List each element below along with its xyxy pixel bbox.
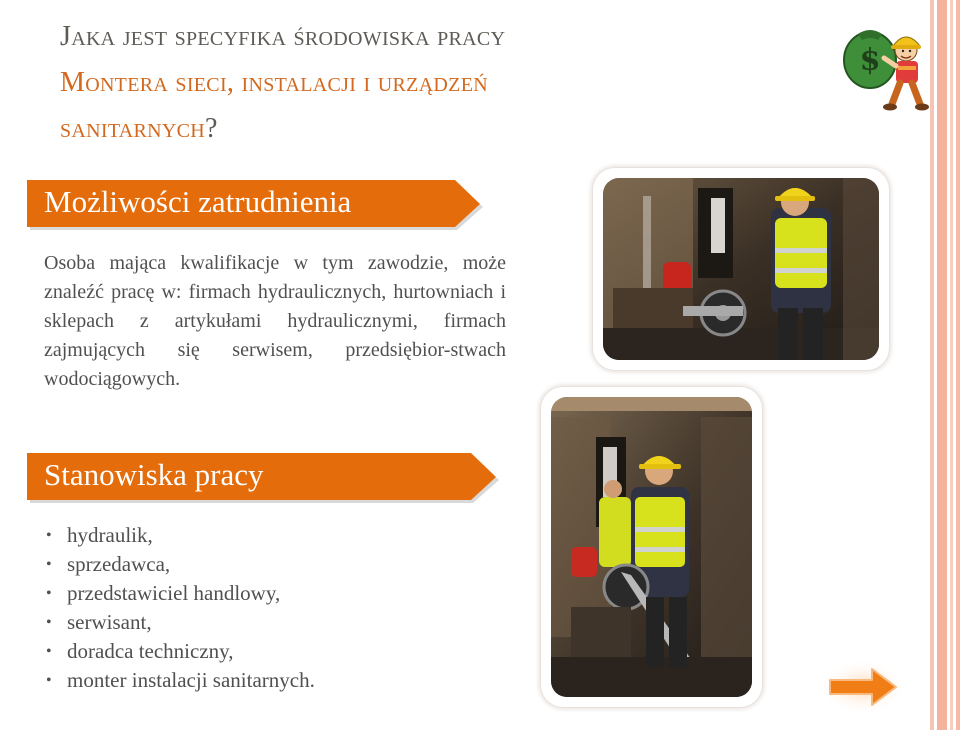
list-item-text: hydraulik, xyxy=(67,523,153,547)
title-line-3: sanitarnych xyxy=(60,113,206,144)
photo-image xyxy=(603,178,879,360)
plumbers-working-photo xyxy=(541,387,762,707)
list-item-text: przedstawiciel handlowy, xyxy=(67,581,281,605)
next-slide-button[interactable] xyxy=(822,660,904,715)
decorative-stripe xyxy=(950,0,953,730)
svg-text:$: $ xyxy=(859,43,881,78)
bullet: • xyxy=(46,585,52,602)
list-item-text: doradca techniczny, xyxy=(67,639,234,663)
list-item-text: sprzedawca, xyxy=(67,552,171,576)
list-item xyxy=(44,521,315,550)
bullet: • xyxy=(46,527,52,544)
positions-list xyxy=(44,521,315,695)
decorative-stripe xyxy=(937,0,947,730)
positions-heading-text: Stanowiska pracy xyxy=(44,457,264,492)
list-item xyxy=(44,666,315,695)
bullet: • xyxy=(46,643,52,660)
list-item xyxy=(44,579,315,608)
decorative-stripe xyxy=(956,0,960,730)
list-item-text: monter instalacji sanitarnych. xyxy=(67,668,315,692)
plumber-cutting-pipe-photo xyxy=(593,168,889,370)
employment-section-heading xyxy=(27,180,485,230)
title-question-mark: ? xyxy=(205,113,218,144)
title-line-2: Montera sieci, instalacji i urządzeń xyxy=(60,67,488,98)
photo-image xyxy=(551,397,752,697)
mascot-worker-with-money-bag-icon xyxy=(840,18,930,114)
bullet: • xyxy=(46,672,52,689)
list-item xyxy=(44,550,315,579)
bullet: • xyxy=(46,614,52,631)
bullet: • xyxy=(46,556,52,573)
employment-description: Osoba mająca kwalifikacje w tym zawodzie, może znaleźć pracę w: firmach hydraulicznych, hurtowniach i sklepach z artykułami hydraulicznymi, firmach zajmujących się serwisem, przedsiębior-stwach wodociągowych. xyxy=(44,252,506,390)
list-item-text: serwisant, xyxy=(67,610,152,634)
positions-section-heading xyxy=(27,453,501,503)
slide-title xyxy=(60,14,840,152)
decorative-stripe xyxy=(930,0,934,730)
list-item xyxy=(44,637,315,666)
employment-heading-text: Możliwości zatrudnienia xyxy=(44,184,352,219)
list-item xyxy=(44,608,315,637)
next-arrow-icon xyxy=(822,660,904,715)
title-line-1: Jaka jest specyfika środowiska pracy xyxy=(60,21,506,52)
